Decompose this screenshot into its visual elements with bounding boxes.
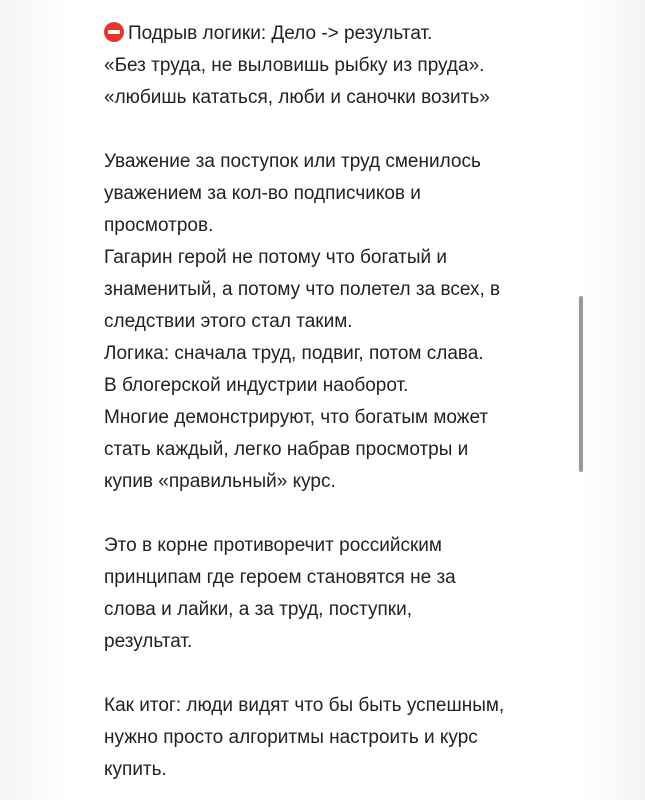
text-line: Многие демонстрируют, что богатым может xyxy=(104,407,489,428)
heading-text: Подрыв логики: Дело -> результат. xyxy=(128,23,433,44)
text-line: В блогерской индустрии наоборот. xyxy=(104,375,409,396)
scrollbar-thumb[interactable] xyxy=(579,296,583,472)
proverb-line: «любишь кататься, люби и саночки возить» xyxy=(104,87,490,108)
text-line: уважением за кол-во подписчиков и xyxy=(104,183,421,204)
text-line: Это в корне противоречит российским xyxy=(104,535,442,556)
text-line: слова и лайки, а за труд, поступки, xyxy=(104,599,412,620)
right-shadow-edge xyxy=(575,0,645,800)
proverb-line: «Без труда, не выловишь рыбку из пруда». xyxy=(104,55,485,76)
text-line: знаменитый, а потому что полетел за всех, в xyxy=(104,279,501,300)
text-line: Уважение за поступок или труд сменилось xyxy=(104,151,481,172)
text-line: просмотров. xyxy=(104,215,214,236)
text-line: Как итог: люди видят что бы быть успешным, xyxy=(104,695,505,716)
text-line: нужно просто алгоритмы настроить и курс xyxy=(104,727,478,748)
paragraph-gap xyxy=(104,658,574,690)
body-paragraph xyxy=(104,146,574,498)
vertical-scrollbar[interactable] xyxy=(579,296,583,472)
text-line: результат. xyxy=(104,631,193,652)
paragraph-gap xyxy=(104,114,574,146)
post-text xyxy=(104,18,574,786)
heading-paragraph xyxy=(104,18,574,114)
no-entry-icon xyxy=(104,22,124,42)
text-line: купить. xyxy=(104,759,167,780)
text-line: следствии этого стал таким. xyxy=(104,311,353,332)
conclusion-paragraph xyxy=(104,690,574,786)
heading-line xyxy=(104,18,574,50)
text-line: принципам где героем становятся не за xyxy=(104,567,456,588)
text-line: купив «правильный» курс. xyxy=(104,471,336,492)
text-line: Гагарин герой не потому что богатый и xyxy=(104,247,448,268)
text-line: стать каждый, легко набрав просмотры и xyxy=(104,439,469,460)
text-line: Логика: сначала труд, подвиг, потом слава. xyxy=(104,343,484,364)
paragraph-gap xyxy=(104,498,574,530)
contrast-paragraph xyxy=(104,530,574,658)
left-shadow-edge xyxy=(0,0,70,800)
